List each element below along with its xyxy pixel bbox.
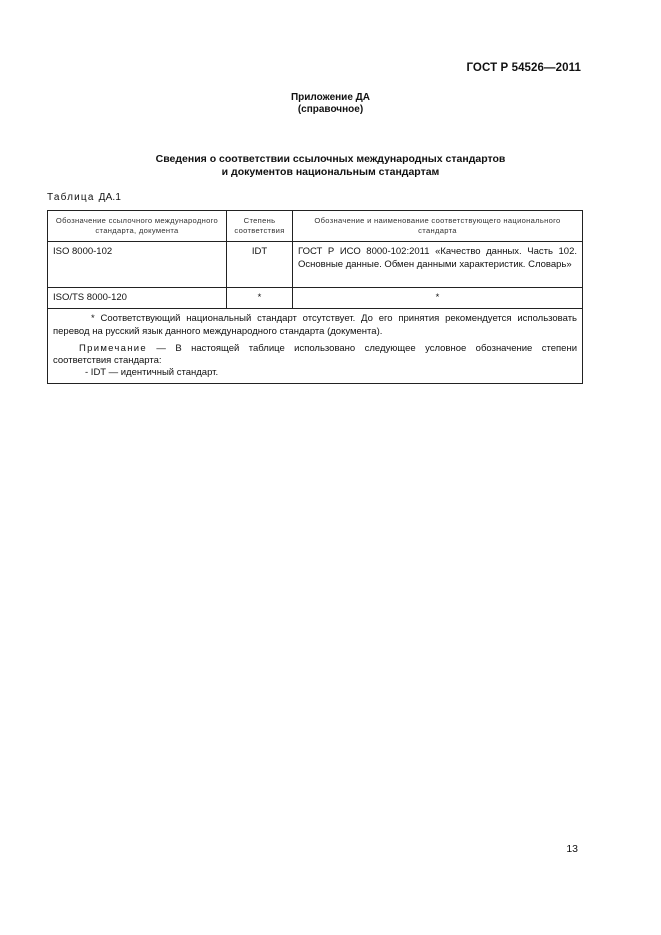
note-label: Примечание bbox=[79, 343, 147, 354]
table-note bbox=[53, 343, 577, 367]
note-text: — В настоящей таблице использовано следующее условное обозначение степени соответствия стандарта: bbox=[53, 343, 577, 366]
cell-international: ISO 8000-102 bbox=[48, 242, 227, 288]
section-heading bbox=[0, 153, 661, 179]
column-header-national: Обозначение и наименование соответствующего национального стандарта bbox=[293, 211, 583, 242]
section-heading-line1: Сведения о соответствии ссылочных международных стандартов bbox=[155, 153, 506, 165]
table-caption-number: ДА.1 bbox=[98, 192, 122, 203]
annex-subtitle: (справочное) bbox=[297, 104, 364, 115]
column-header-degree: Степень соответствия bbox=[227, 211, 293, 242]
table-caption bbox=[47, 192, 121, 203]
cell-national: ГОСТ Р ИСО 8000-102:2011 «Качество данных. Часть 102. Основные данные. Обмен данными характеристик. Словарь» bbox=[293, 242, 583, 288]
table-row bbox=[48, 242, 583, 288]
table-row bbox=[48, 288, 583, 309]
table-caption-label: Таблица bbox=[47, 192, 95, 203]
cell-degree: * bbox=[227, 288, 293, 309]
cell-national: * bbox=[293, 288, 583, 309]
annex-title: Приложение ДА bbox=[290, 92, 371, 103]
document-code: ГОСТ Р 54526—2011 bbox=[466, 62, 581, 74]
note-legend: - IDT — идентичный стандарт. bbox=[85, 367, 219, 378]
cell-degree: IDT bbox=[227, 242, 293, 288]
reference-table bbox=[47, 210, 583, 384]
annex-block bbox=[0, 92, 661, 116]
table-notes-row bbox=[48, 309, 583, 384]
section-heading-line2: и документов национальным стандартам bbox=[221, 166, 440, 178]
column-header-international: Обозначение ссылочного международного стандарта, документа bbox=[48, 211, 227, 242]
table-footnote: * Соответствующий национальный стандарт отсутствует. До его принятия рекомендуется использовать перевод на русский язык данного международного стандарта (документа). bbox=[53, 313, 577, 337]
table-notes bbox=[48, 309, 583, 384]
page-number: 13 bbox=[566, 843, 578, 855]
table-header-row bbox=[48, 211, 583, 242]
cell-international: ISO/TS 8000-120 bbox=[48, 288, 227, 309]
